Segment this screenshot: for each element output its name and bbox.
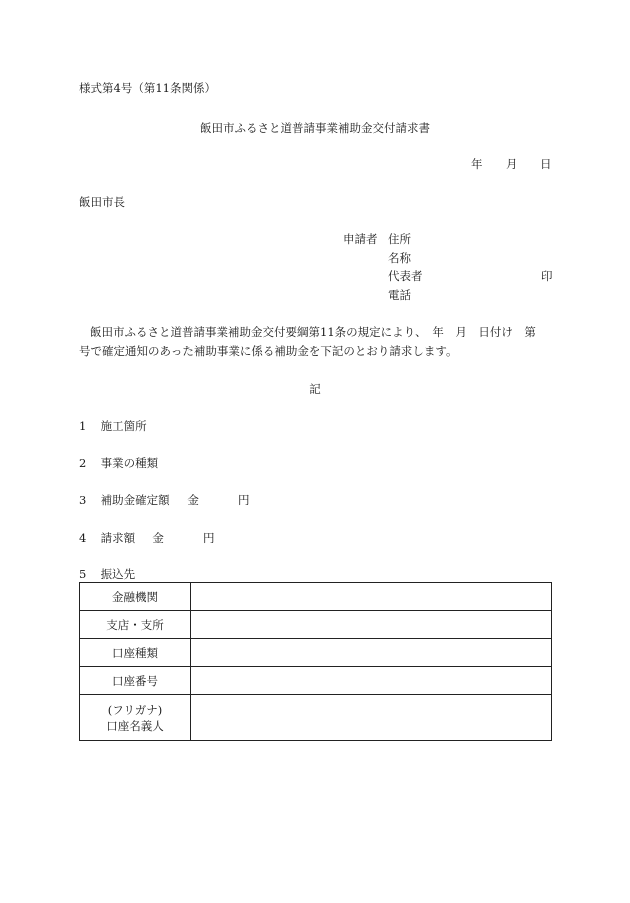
account-holder-name-label: 口座名義人 [106,718,164,733]
item-construction-site [79,418,147,434]
table-row [80,611,552,639]
table-row [80,583,552,611]
branch-label: 支店・支所 [80,611,191,639]
table-row [80,667,552,695]
applicant-label: 申請者 [343,232,378,246]
body-text-line-2: 号で確定通知のあった補助事業に係る補助金を下記のとおり請求します。 [79,344,458,358]
yen-label: 円 [237,493,250,507]
item-label: 施工箇所 [100,419,147,433]
date-year-label: 年 [471,157,483,171]
branch-field[interactable] [191,611,552,639]
addressee: 飯田市長 [79,195,125,209]
item-number: 1 [79,419,87,433]
item-transfer-destination [79,566,135,582]
applicant-phone-label: 電話 [388,288,411,302]
item-project-type [79,455,158,471]
applicant-representative-label: 代表者 [388,269,423,283]
item-label: 振込先 [100,567,136,581]
date-day-label: 日 [540,157,552,171]
item-label: 請求額 [100,531,136,545]
date-month-label: 月 [506,157,518,171]
kin-label: 金 [187,493,199,507]
kin-label: 金 [152,531,164,545]
item-number: 5 [79,567,87,581]
item-confirmed-amount [79,492,249,508]
item-number: 4 [79,531,87,545]
item-label: 事業の種類 [100,456,159,470]
account-holder-field[interactable] [191,695,552,741]
account-type-field[interactable] [191,639,552,667]
applicant-address-label: 住所 [388,232,411,246]
account-type-label: 口座種類 [80,639,191,667]
seal-mark: 印 [541,269,553,283]
body-text-line-1: 飯田市ふるさと道普請事業補助金交付要綱第11条の規定により、 年 月 日付け 第 [90,325,536,339]
item-request-amount [79,530,214,546]
furigana-label: (フリガナ) [107,702,163,717]
document-title: 飯田市ふるさと道普請事業補助金交付請求書 [200,121,430,135]
account-holder-label [80,695,191,741]
account-number-field[interactable] [191,667,552,695]
financial-institution-field[interactable] [191,583,552,611]
item-number: 3 [79,493,87,507]
table-row [80,695,552,741]
bank-account-table [79,582,552,741]
item-label: 補助金確定額 [100,493,170,507]
form-number: 様式第4号（第11条関係） [79,81,216,95]
ki-heading: 記 [309,382,321,396]
account-number-label: 口座番号 [80,667,191,695]
yen-label: 円 [202,531,215,545]
table-row [80,639,552,667]
item-number: 2 [79,456,87,470]
applicant-name-label: 名称 [388,251,411,265]
financial-institution-label: 金融機関 [80,583,191,611]
